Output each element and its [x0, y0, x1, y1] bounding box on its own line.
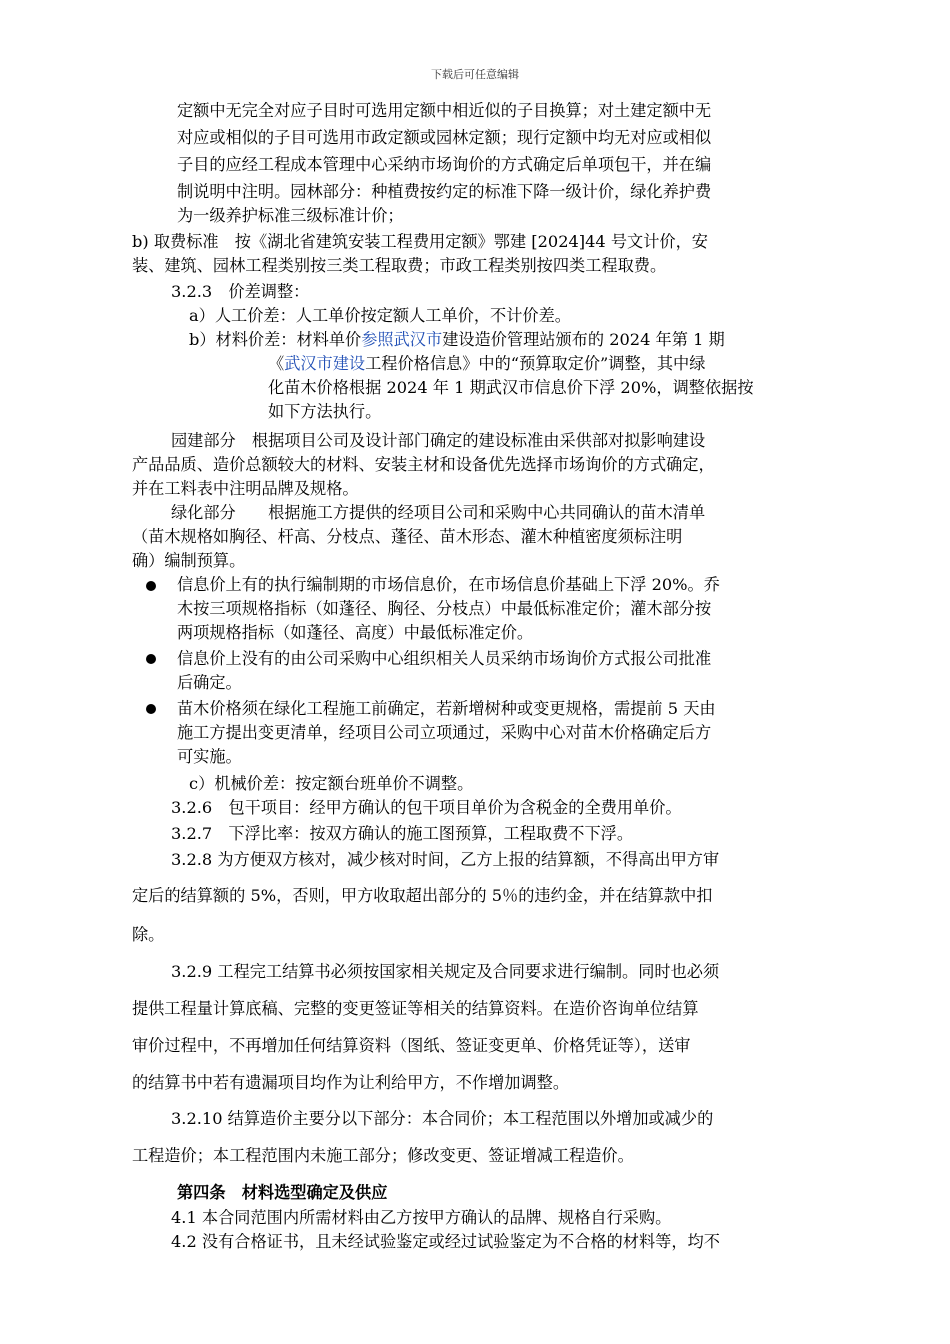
bullet-line: 可实施。 — [177, 747, 242, 766]
section-3-2-6: 3.2.6 包干项目：经甲方确认的包干项目单价为含税金的全费用单价。 — [171, 798, 682, 817]
section-3-2-8-line: 定后的结算额的 5%，否则，甲方收取超出部分的 5％的违约金，并在结算款中扣 — [132, 886, 713, 905]
bullet-line: 后确定。 — [177, 673, 242, 692]
article-4-line: 4.2 没有合格证书，且未经试验鉴定或经过试验鉴定为不合格的材料等，均不 — [171, 1232, 720, 1251]
greening-line: 确）编制预算。 — [132, 551, 246, 570]
bullet-line: 木按三项规格指标（如蓬径、胸径、分枝点）中最低标准定价；灌木部分按 — [177, 599, 712, 618]
bullet-icon — [146, 654, 156, 664]
material-price-diff-line: 化苗木价格根据 2024 年 1 期武汉市信息价下浮 20%，调整依据按 — [268, 378, 754, 397]
garden-construction-line: 园建部分 根据项目公司及设计部门确定的建设标准由采供部对拟影响建设 — [171, 431, 706, 450]
section-3-2-9-line: 提供工程量计算底稿、完整的变更签证等相关的结算资料。在造价咨询单位结算 — [132, 999, 699, 1018]
section-3-2-9-line: 审价过程中，不再增加任何结算资料（图纸、签证变更单、价格凭证等），送审 — [132, 1036, 691, 1055]
garden-construction-line: 并在工料表中注明品牌及规格。 — [132, 479, 359, 498]
wuhan-reference-link[interactable]: 参照武汉市 — [361, 330, 443, 349]
section-3-2-8-line: 3.2.8 为方便双方核对，减少核对时间，乙方上报的结算额，不得高出甲方审 — [171, 850, 720, 869]
wuhan-construction-link[interactable]: 武汉市建设 — [284, 354, 366, 373]
article-4-line: 4.1 本合同范围内所需材料由乙方按甲方确认的品牌、规格自行采购。 — [171, 1208, 672, 1227]
machine-price-diff: c）机械价差：按定额台班单价不调整。 — [189, 774, 474, 793]
material-price-diff-line: 如下方法执行。 — [268, 402, 382, 421]
labor-price-diff: a）人工价差：人工单价按定额人工单价，不计价差。 — [189, 306, 571, 325]
text: 建设造价管理站颁布的 2024 年第 1 期 — [442, 330, 725, 349]
section-3-2-9-line: 3.2.9 工程完工结算书必须按国家相关规定及合同要求进行编制。同时也必须 — [171, 962, 720, 981]
text: 工程价格信息》中的“预算取定价”调整，其中绿 — [365, 354, 706, 373]
bullet-line: 苗木价格须在绿化工程施工前确定，若新增树种或变更规格，需提前 5 天由 — [177, 699, 716, 718]
bullet-line: 信息价上有的执行编制期的市场信息价，在市场信息价基础上下浮 20%。乔 — [177, 575, 720, 594]
bullet-line: 施工方提出变更清单，经项目公司立项通过，采购中心对苗木价格确定后方 — [177, 723, 712, 742]
article-4-heading: 第四条 材料选型确定及供应 — [177, 1183, 388, 1202]
greening-line: 绿化部分 根据施工方提供的经项目公司和采购中心共同确认的苗木清单 — [171, 503, 706, 522]
paragraph-line: 子目的应经工程成本管理中心采纳市场询价的方式确定后单项包干，并在编 — [177, 155, 712, 174]
bullet-icon — [146, 704, 156, 714]
page-header-note: 下载后可任意编辑 — [431, 68, 519, 81]
bullet-line: 两项规格指标（如蓬径、高度）中最低标准定价。 — [177, 623, 534, 642]
fee-standard-line: 装、建筑、园林工程类别按三类工程取费；市政工程类别按四类工程取费。 — [132, 256, 667, 275]
paragraph-line: 对应或相似的子目可选用市政定额或园林定额；现行定额中均无对应或相似 — [177, 128, 712, 147]
fee-standard-line: b) 取费标准 按《湖北省建筑安装工程费用定额》鄂建 [2024]44 号文计价，安 — [132, 232, 708, 251]
section-3-2-7: 3.2.7 下浮比率：按双方确认的施工图预算，工程取费不下浮。 — [171, 824, 634, 843]
bullet-line: 信息价上没有的由公司采购中心组织相关人员采纳市场询价方式报公司批准 — [177, 649, 712, 668]
section-3-2-3-title: 3.2.3 价差调整： — [171, 282, 310, 301]
section-3-2-9-line: 的结算书中若有遗漏项目均作为让利给甲方，不作增加调整。 — [132, 1073, 570, 1092]
text: b）材料价差：材料单价 — [189, 330, 362, 349]
bullet-icon — [146, 581, 156, 591]
garden-construction-line: 产品品质、造价总额较大的材料、安装主材和设备优先选择市场询价的方式确定， — [132, 455, 715, 474]
section-3-2-10-line: 3.2.10 结算造价主要分以下部分：本合同价；本工程范围以外增加或减少的 — [171, 1109, 714, 1128]
paragraph-line: 制说明中注明。园林部分：种植费按约定的标准下降一级计价，绿化养护费 — [177, 182, 712, 201]
section-3-2-10-line: 工程造价；本工程范围内未施工部分；修改变更、签证增减工程造价。 — [132, 1146, 634, 1165]
material-price-diff-line — [268, 352, 705, 376]
paragraph-line: 为一级养护标准三级标准计价； — [177, 206, 404, 225]
text: 《 — [268, 354, 285, 373]
greening-line: （苗木规格如胸径、杆高、分枝点、蓬径、苗木形态、灌木种植密度须标注明 — [132, 527, 683, 546]
section-3-2-8-line: 除。 — [132, 925, 165, 944]
paragraph-line: 定额中无完全对应子目时可选用定额中相近似的子目换算；对土建定额中无 — [177, 101, 712, 120]
material-price-diff-line — [189, 328, 725, 352]
